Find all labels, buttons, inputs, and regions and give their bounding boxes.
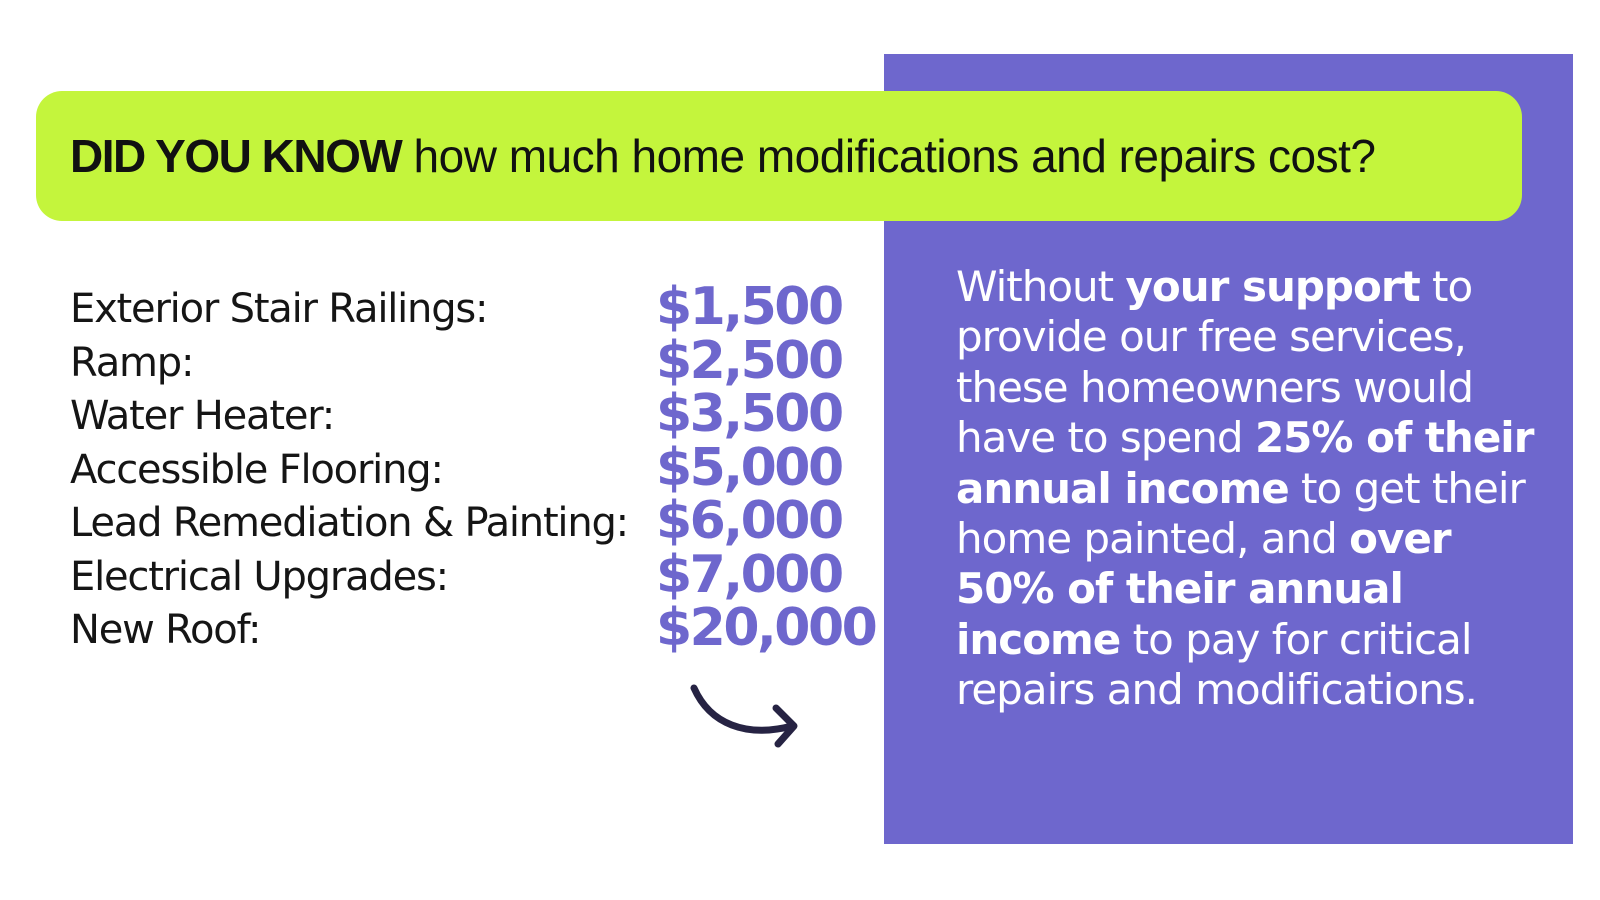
cost-row	[70, 598, 890, 658]
message-emphasis: over 50% of their annual income	[956, 514, 1451, 664]
message-text: to get their home painted, and	[956, 463, 1525, 564]
message-emphasis: 25% of their annual income	[956, 413, 1534, 513]
cost-label: Exterior Stair Railings:	[70, 286, 488, 332]
message-emphasis: your support	[1125, 262, 1420, 311]
cost-row	[70, 277, 890, 337]
cost-label: Accessible Flooring:	[70, 446, 443, 493]
cost-label: Electrical Upgrades:	[70, 553, 448, 600]
cost-label: New Roof:	[70, 607, 261, 653]
message-text: to provide our free services, these homeowners would have to spend	[956, 262, 1474, 463]
cost-label: Lead Remediation & Painting:	[70, 500, 628, 546]
cost-label: Ramp:	[70, 339, 194, 386]
support-message	[956, 262, 1556, 716]
cost-row	[70, 491, 890, 551]
cost-row	[70, 330, 890, 391]
cost-row	[70, 437, 890, 498]
headline-lead: DID YOU KNOW	[70, 130, 402, 182]
cost-value: $20,000	[656, 598, 876, 658]
headline-banner	[36, 91, 1522, 221]
cost-value: $2,500	[656, 330, 842, 391]
headline-question: how much home modifications and repairs cost?	[401, 130, 1376, 182]
cost-row	[70, 384, 890, 444]
cost-value: $7,000	[656, 544, 842, 605]
cost-value: $5,000	[656, 437, 842, 498]
curved-arrow-right-icon	[688, 680, 808, 760]
cost-value: $1,500	[656, 277, 842, 337]
cost-list	[70, 277, 890, 658]
cost-row	[70, 544, 890, 605]
cost-value: $6,000	[656, 491, 842, 551]
cost-value: $3,500	[656, 384, 842, 444]
message-text: Without	[956, 262, 1126, 311]
message-text: to pay for critical repairs and modifications.	[956, 614, 1478, 715]
cost-label: Water Heater:	[70, 393, 335, 439]
